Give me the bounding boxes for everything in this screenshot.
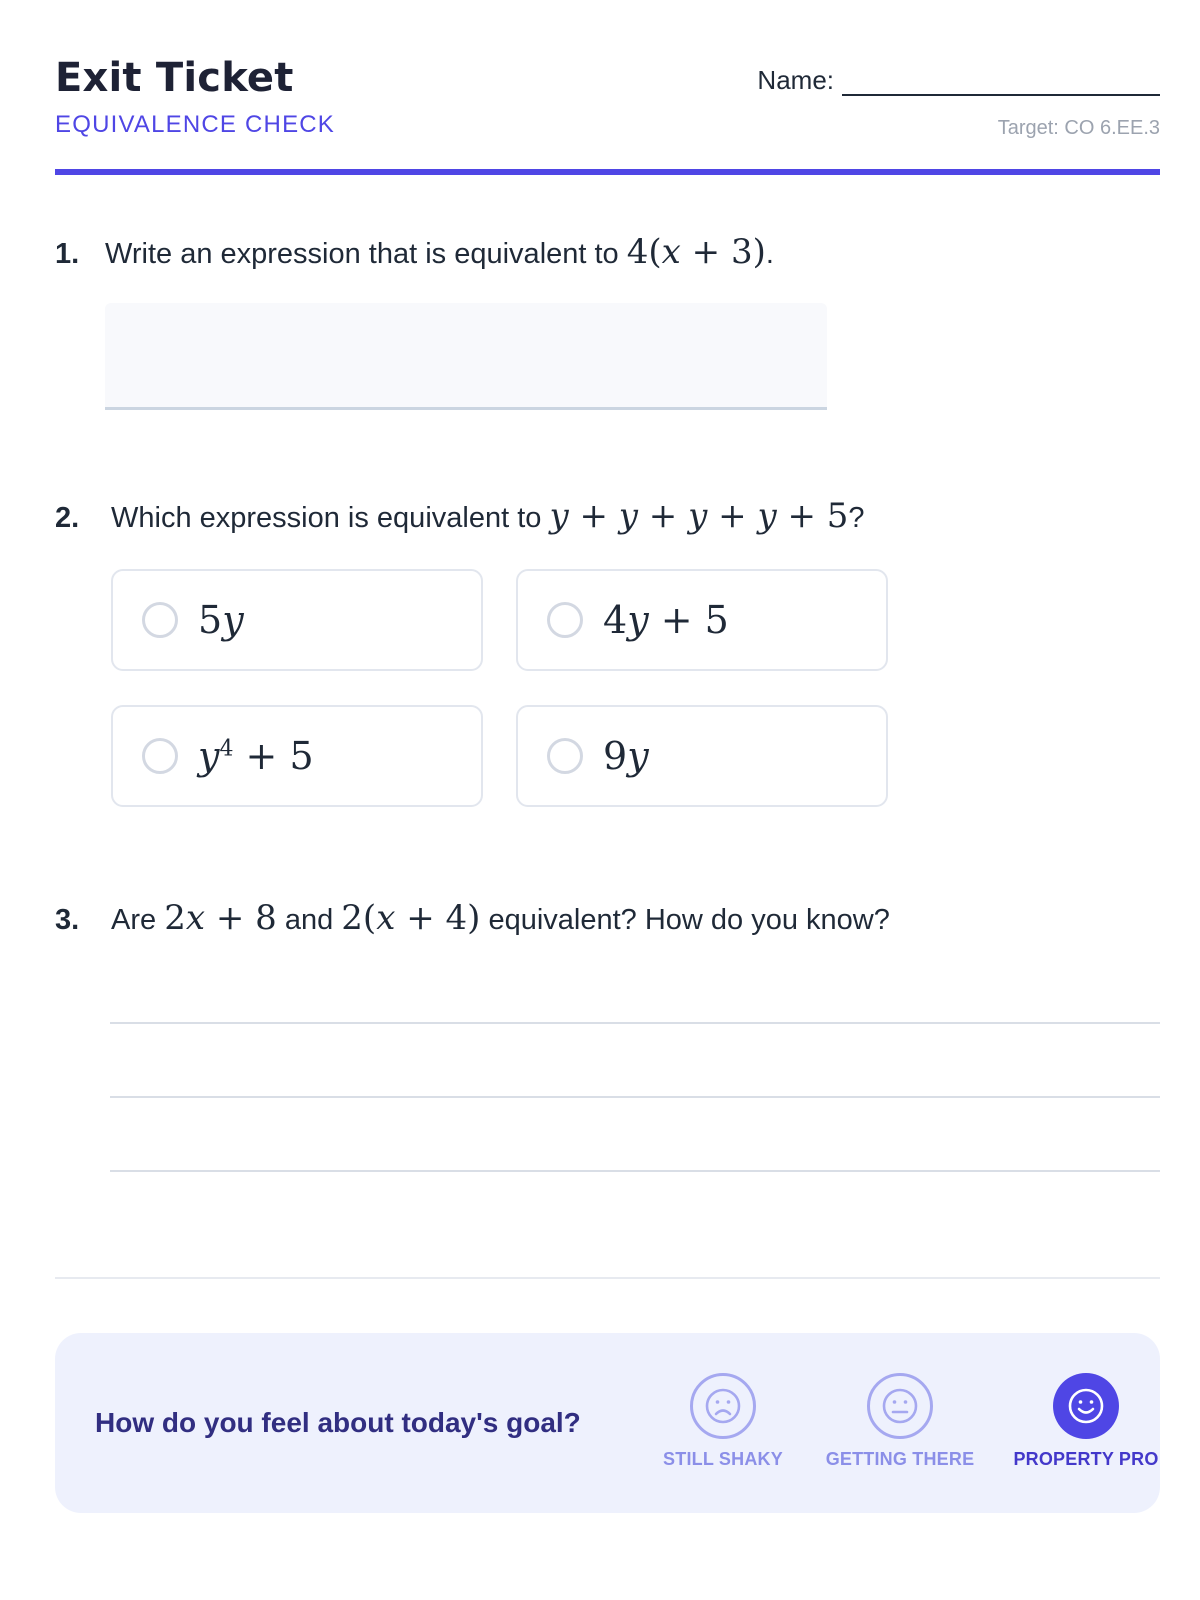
question-text: Write an expression that is equivalent to [105,238,619,270]
name-label: Name: [757,65,834,95]
frown-face-icon[interactable] [690,1373,756,1439]
mood-property-pro[interactable] [1001,1373,1171,1470]
choice-c[interactable] [111,705,483,807]
writing-line[interactable] [110,1170,1160,1172]
mood-still-shaky[interactable] [638,1373,808,1470]
mood-getting-there[interactable] [815,1373,985,1470]
choice-label: 4y + 5 [603,598,729,642]
question-text: and [284,904,334,936]
neutral-face-icon[interactable] [867,1373,933,1439]
radio-button[interactable] [142,602,178,638]
page-title: Exit Ticket [55,55,294,101]
answer-input-box[interactable] [105,303,827,410]
ticket-header [55,55,1160,175]
math-expression: 2(x + 4) [341,898,481,938]
mood-label: GETTING THERE [825,1449,975,1469]
radio-button[interactable] [142,738,178,774]
question-3 [55,898,890,938]
question-text: equivalent? How do you know? [488,904,890,936]
mood-label: STILL SHAKY [663,1449,783,1469]
writing-line[interactable] [110,1022,1160,1024]
choice-label: 5y [198,598,244,642]
writing-line[interactable] [110,1096,1160,1098]
name-input-line[interactable] [842,70,1160,96]
question-number: 2. [55,502,80,534]
choice-b[interactable] [516,569,888,671]
radio-button[interactable] [547,602,583,638]
name-field-row [757,65,1160,96]
self-assessment-panel [55,1333,1160,1513]
math-expression: 4(x + 3) [626,232,766,272]
section-divider [55,1277,1160,1279]
question-1 [55,232,774,272]
choice-a[interactable] [111,569,483,671]
question-text: Are [111,904,157,936]
choice-label: 9y [603,734,649,778]
question-punctuation: ? [848,502,865,534]
self-assessment-question: How do you feel about today's goal? [95,1407,581,1438]
question-number: 1. [55,238,80,270]
question-punctuation: . [765,238,774,270]
page-subtitle: EQUIVALENCE CHECK [55,111,336,138]
math-expression: 2x + 8 [164,898,277,938]
standard-target: Target: CO 6.EE.3 [997,117,1160,139]
radio-button[interactable] [547,738,583,774]
smile-face-icon[interactable] [1053,1373,1119,1439]
question-text: Which expression is equivalent to [111,502,542,534]
header-divider [55,169,1160,175]
choice-label: $y^4 + 5$ [198,734,314,778]
question-2 [55,496,865,536]
math-expression: y + y + y + y + 5 [549,496,849,536]
choice-d[interactable] [516,705,888,807]
mood-label: PROPERTY PRO [1013,1449,1159,1469]
question-number: 3. [55,904,80,936]
